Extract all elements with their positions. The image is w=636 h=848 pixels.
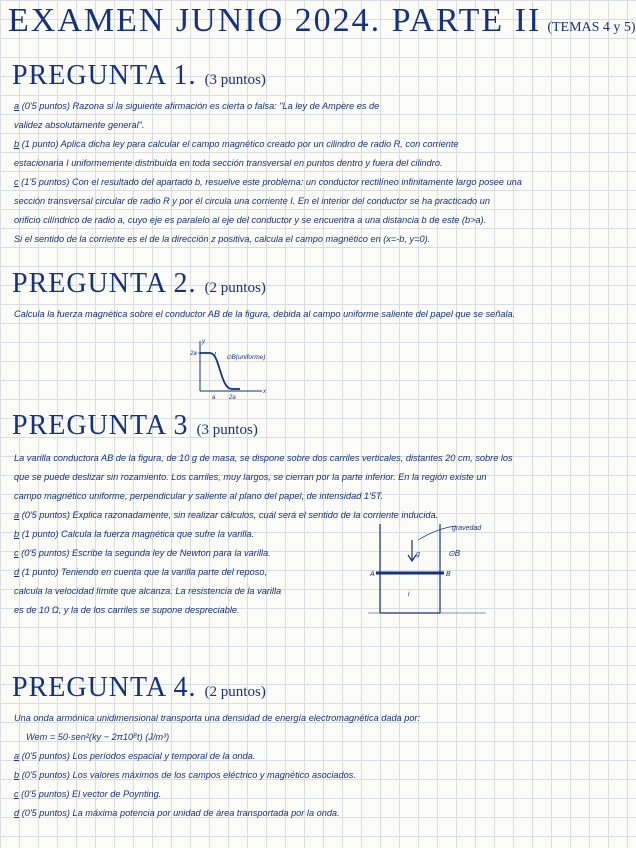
q3-d-line2: calcula la velocidad límite que alcanza. La resistencia de la varilla [14, 586, 282, 596]
question-3-title: PREGUNTA 3 [12, 410, 189, 441]
exam-subtitle: (TEMAS 4 y 5) [547, 20, 636, 35]
q3-b-label: b [14, 529, 20, 539]
question-1-title: PREGUNTA 1. [12, 60, 197, 91]
q2-label-field: ⊙B(uniforme) [226, 354, 266, 361]
q1-a-line1 [14, 101, 379, 111]
q1-a-line2: validez absolutamente general". [14, 120, 145, 130]
q1-b-label: b [14, 139, 20, 149]
exam-title-text: EXAMEN JUNIO 2024. PARTE II [8, 2, 542, 39]
q2-label-current: I [214, 352, 216, 359]
q3-label-A: A [370, 571, 375, 578]
q3-line3: campo magnético uniforme, perpendicular y saliente al plano del papel, de intensidad 1'5T. [14, 491, 384, 501]
q4-b-text: (0'5 puntos) Los valores máximos de los campos eléctrico y magnético asociados. [21, 770, 356, 780]
q2-line1: Calcula la fuerza magnética sobre el conductor AB de la figura, debida al campo uniforme saliente del papel que se señala. [14, 309, 516, 319]
question-4-title: PREGUNTA 4. [12, 672, 197, 703]
q3-label-B-end: B [446, 571, 451, 578]
q2-label-2a: 2a [190, 351, 197, 357]
q3-label-gravedad: gravedad [452, 525, 482, 532]
q1-a-text1: (0'5 puntos) Razona si la siguiente afirmación es cierta o falsa: "La ley de Ampère es de [21, 101, 380, 111]
q4-b-line [14, 770, 356, 780]
q3-a-text: (0'5 puntos) Explica razonadamente, sin realizar cálculos, cuál será el sentido de la corriente inducida. [21, 510, 439, 520]
q3-label-g: g [416, 551, 420, 558]
q2-label-y: y [202, 339, 205, 345]
q1-c-line1 [14, 177, 522, 187]
q4-a-text: (0'5 puntos) Los períodos espacial y temporal de la onda. [21, 751, 256, 761]
q3-b-line [14, 529, 254, 539]
q1-c-text1: (1'5 puntos) Con el resultado del apartado b, resuelve este problema: un conductor rectilíneo infinitamente largo posee una [21, 177, 522, 187]
q3-label-current: i [408, 591, 410, 598]
q3-line1: La varilla conductora AB de la figura, de 10 g de masa, se dispone sobre dos carriles verticales, distantes 20 cm, sobre los [14, 453, 513, 463]
question-2-heading [12, 268, 266, 300]
question-1-points: (3 puntos) [204, 72, 266, 88]
q1-a-label: a [14, 101, 20, 111]
q1-b-text1: (1 punto) Aplica dicha ley para calcular el campo magnético creado por un cilindro de radio R, con corriente [21, 139, 459, 149]
question-4-heading [12, 672, 266, 704]
q3-d-line3: es de 10 Ω, y la de los carriles se supone despreciable. [14, 605, 240, 615]
q3-c-text: (0'5 puntos) Escribe la segunda ley de Newton para la varilla. [21, 548, 271, 558]
question-3-heading [12, 410, 258, 442]
q3-d-label: d [14, 567, 20, 577]
q1-b-line1 [14, 139, 459, 149]
q1-c-line3: orificio cilíndrico de radio a, cuyo eje es paralelo al eje del conductor y se encuentra a una distancia b de este (b>a). [14, 215, 487, 225]
q4-line1: Una onda armónica unidimensional transporta una densidad de energía electromagnética dada por: [14, 713, 421, 723]
q3-b-text: (1 punto) Calcula la fuerza magnética que sufre la varilla. [21, 529, 255, 539]
q4-b-label: b [14, 770, 20, 780]
exam-title [8, 2, 636, 40]
q3-c-label: c [14, 548, 19, 558]
q3-label-field: ⊙B [448, 549, 461, 558]
question-4-points: (2 puntos) [204, 684, 266, 700]
q3-a-label: a [14, 510, 20, 520]
q2-figure [190, 335, 270, 405]
q2-label-2a-x: 2a [229, 395, 236, 401]
q4-c-label: c [14, 789, 19, 799]
q3-c-line [14, 548, 271, 558]
q4-c-text: (0'5 puntos) El vector de Poynting. [21, 789, 162, 799]
q4-c-line [14, 789, 161, 799]
q2-label-a: a [212, 395, 216, 401]
q3-d-text1: (1 punto) Teniendo en cuenta que la varilla parte del reposo, [21, 567, 268, 577]
q1-c-line4: Si el sentido de la corriente es el de la dirección z positiva, calcula el campo magnético en (x=-b, y=0). [14, 234, 431, 244]
question-1-heading [12, 60, 266, 92]
q4-d-label: d [14, 808, 20, 818]
q2-label-x: x [263, 389, 266, 395]
q3-d-line1 [14, 567, 267, 577]
q1-c-line2: sección transversal circular de radio R y por él circula una corriente I. En el interior del conductor se ha practicado un [14, 196, 490, 206]
q4-a-label: a [14, 751, 20, 761]
q3-line2: que se puede deslizar sin rozamiento. Los carriles, muy largos, se cierran por la parte inferior. En la región existe un [14, 472, 487, 482]
question-2-points: (2 puntos) [204, 280, 266, 296]
question-3-points: (3 puntos) [196, 422, 258, 438]
q1-b-line2: estacionaria I uniformemente distribuida en toda sección transversal en puntos dentro y fuera del cilindro. [14, 158, 443, 168]
q4-d-text: (0'5 puntos) La máxima potencia por unidad de área transportada por la onda. [21, 808, 340, 818]
question-2-title: PREGUNTA 2. [12, 268, 197, 299]
q4-a-line [14, 751, 255, 761]
q1-c-label: c [14, 177, 19, 187]
q3-figure [368, 518, 488, 618]
q4-d-line [14, 808, 340, 818]
q4-formula: Wem = 50·sen²(ky − 2π10⁸t) (J/m³) [26, 732, 170, 742]
